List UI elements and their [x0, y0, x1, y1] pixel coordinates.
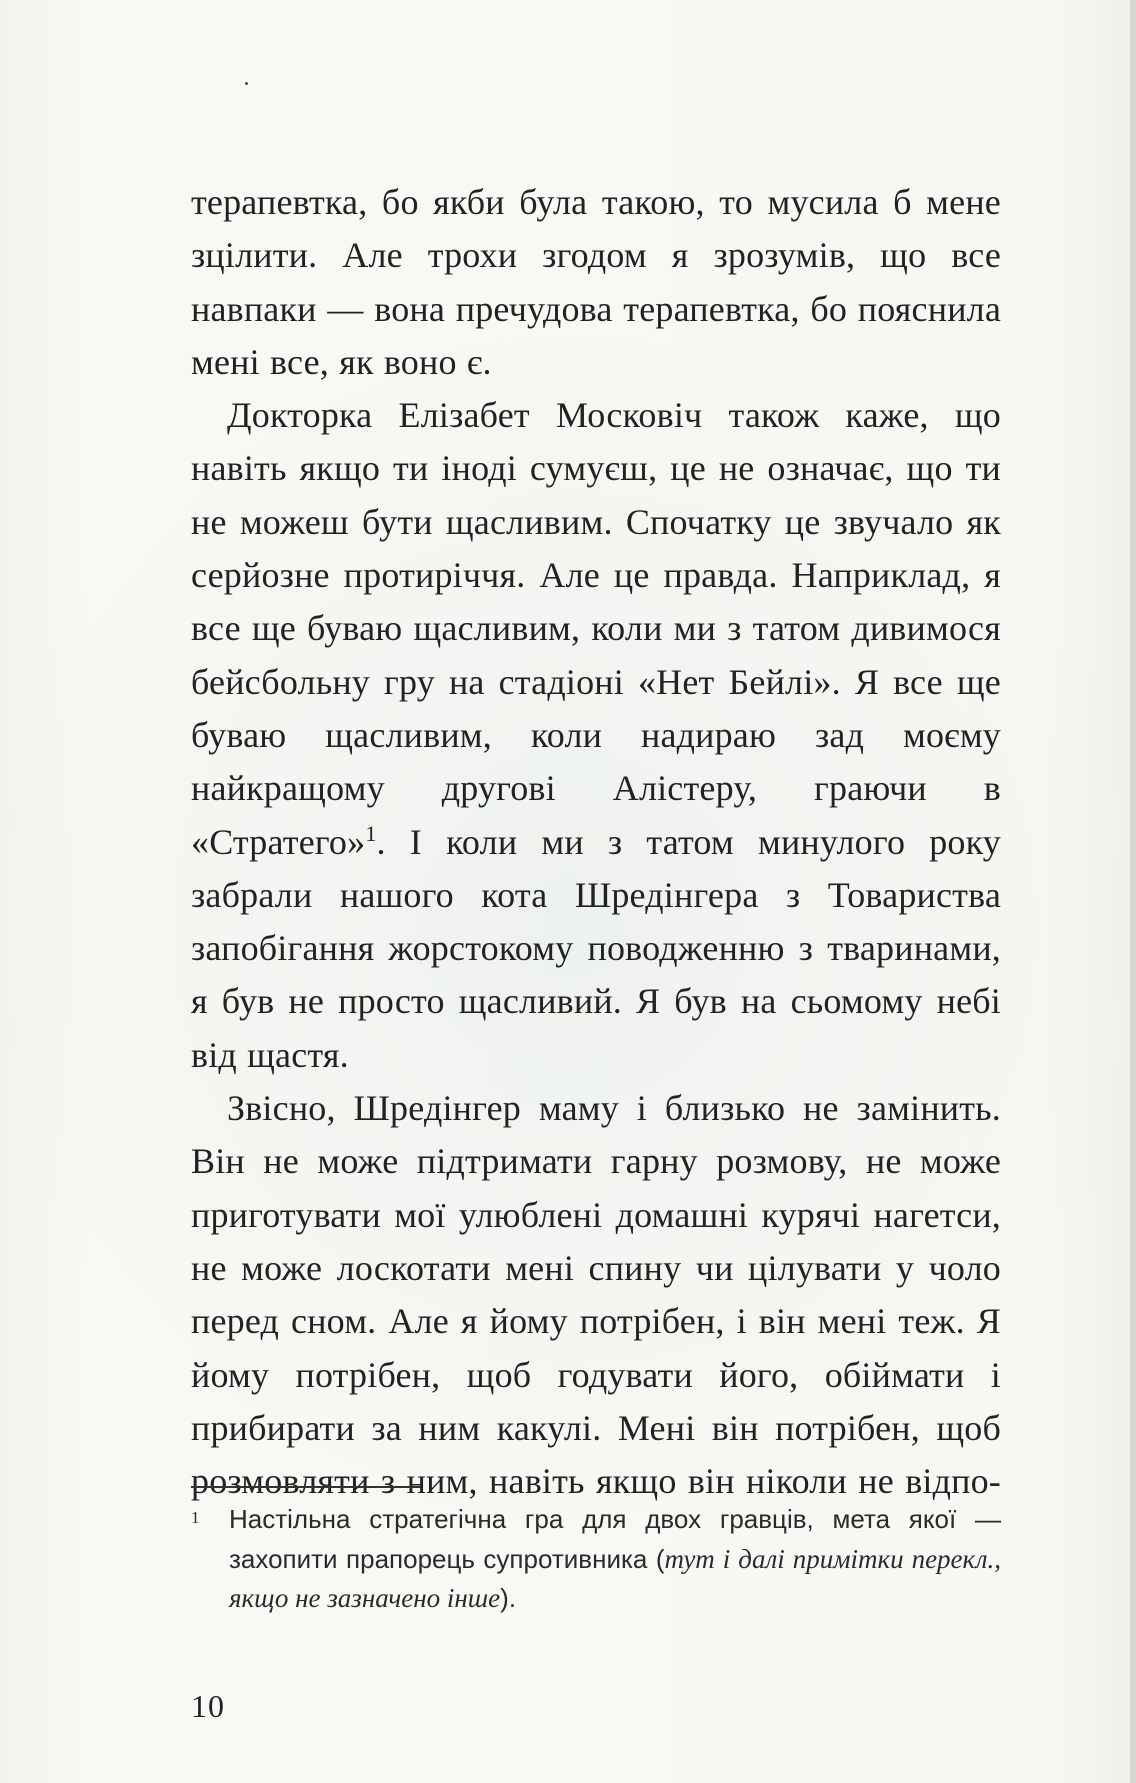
page-edge-shadow: [1130, 0, 1136, 1783]
paragraph-3: Звісно, Шредінгер маму і близько не замінить. Він не може підтримати гарну розмову, не може приготувати мої улюблені домашні курячі нагетси, не може лоскотати мені спину чи цілувати у чоло перед сном. Але я йому потрібен, і він мені теж. Я йому потрібен, щоб годувати його, обіймати і прибирати за ним какулі. Мені він потрібен, щоб розмовляти з ним, навіть якщо він ніколи не відпо-: [191, 1088, 1001, 1502]
footnote-number: 1: [191, 1508, 200, 1527]
footnote: [191, 1500, 1001, 1619]
footnote-body: [229, 1500, 1001, 1619]
footnote-divider: [191, 1486, 421, 1488]
paragraph-2-text-a: Докторка Елізабет Московіч також каже, що навіть якщо ти іноді сумуєш, це не означає, що ти не можеш бути щасливим. Спочатку це звучало як серйозне протиріччя. Але це правда. Наприклад, я все ще буваю щасливим, коли ми з татом дивимося бейсбольну гру на стадіоні «Нет Бейлі». Я все ще буваю щасливим, коли надираю зад моєму найкращому другові Алістеру, граючи в «Стратего»: [191, 395, 1001, 862]
footnote-reference[interactable]: 1: [365, 820, 377, 846]
footnote-close: ).: [500, 1583, 517, 1613]
footnote-italic-note: тут і далі примітки перекл., якщо не зазначено інше: [229, 1543, 1001, 1613]
page-number: 10: [191, 1688, 225, 1724]
print-speck: [245, 82, 248, 85]
paragraph-2-text-b: . І коли ми з татом минулого року забрали нашого кота Шредінгера з Товариства запобігання жорстокому поводженню з тваринами, я був не просто щасливий. Я був на сьомому небі від щастя.: [191, 821, 1001, 1075]
paragraph-2: [191, 389, 1001, 1082]
body-text: [191, 176, 1001, 1508]
footnote-text: Настільна стратегічна гра для двох гравців, мета якої — захопити прапорець супротивника (: [229, 1504, 1001, 1574]
paragraph-1: терапевтка, бо якби була такою, то мусила б мене зцілити. Але трохи згодом я зрозумів, що все навпаки — вона пречудова терапевтка, бо пояснила мені все, як воно є.: [191, 182, 1001, 382]
